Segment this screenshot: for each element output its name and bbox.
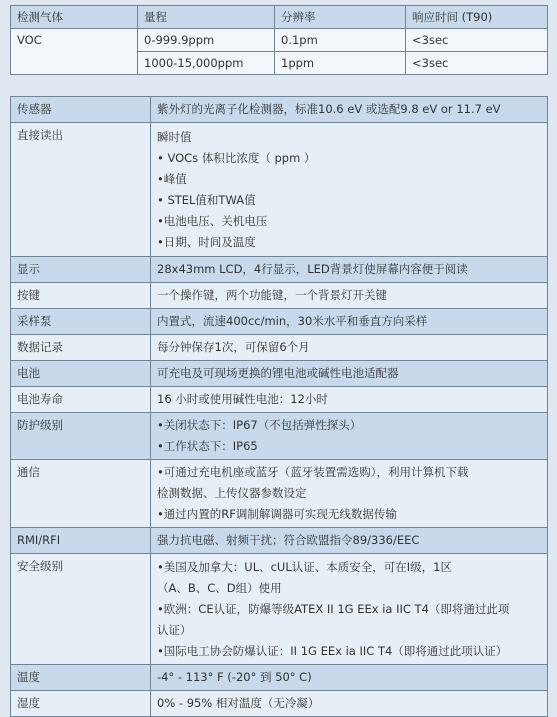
spec-value xyxy=(151,554,548,665)
spec-value xyxy=(151,283,548,309)
header-gas: 检测气体 xyxy=(11,6,138,29)
spec-value-line: 28x43mm LCD，4行显示，LED背景灯使屏幕内容便于阅读 xyxy=(157,262,468,276)
spec-value-line: 每分钟保存1次，可保留6个月 xyxy=(157,340,310,354)
spec-label: 通信 xyxy=(11,460,151,528)
spec-value-line: •电池电压、关机电压 xyxy=(157,213,268,228)
spec-row xyxy=(11,97,548,123)
range-cell: 0-999.9ppm xyxy=(138,29,275,52)
spec-value-line: 一个操作键，两个功能键，一个背景灯开关键 xyxy=(157,288,387,302)
spec-value-line: •欧洲：CE认证，防爆等级ATEX II 1G EEx ia IIC T4（即将通过此项 xyxy=(157,601,510,616)
spec-value-line: •关闭状态下：IP67（不包括弹性探头） xyxy=(157,418,362,432)
spec-row xyxy=(11,387,548,413)
spec-label: 显示 xyxy=(11,257,151,283)
spec-value-line: •峰值 xyxy=(157,171,187,186)
spec-label: 数据记录 xyxy=(11,335,151,361)
spec-value-line: •国际电工协会防爆认证：II 1G EEx ia IIC T4（即将通过此项认证） xyxy=(157,643,508,658)
spec-value xyxy=(151,691,548,717)
spec-value-line: •日期、时间及温度 xyxy=(157,234,256,249)
spec-label: 安全级别 xyxy=(11,554,151,665)
gas-cell: VOC xyxy=(11,29,138,75)
spec-value-line: 可充电及可现场更换的锂电池或碱性电池适配器 xyxy=(157,366,399,380)
header-range: 量程 xyxy=(138,6,275,29)
spec-row xyxy=(11,283,548,309)
response-cell: <3sec xyxy=(406,29,548,52)
table-header-row xyxy=(11,6,548,29)
spec-row xyxy=(11,257,548,283)
spec-row xyxy=(11,528,548,554)
spec-value xyxy=(151,97,548,123)
spec-value-line: •美国及加拿大：UL、cUL认证、本质安全，可在I级，1区 xyxy=(157,559,452,574)
spec-value xyxy=(151,309,548,335)
spec-value-line: 瞬时值 xyxy=(157,129,192,144)
spec-label: 防护级别 xyxy=(11,413,151,460)
spec-value xyxy=(151,123,548,257)
spec-label: 传感器 xyxy=(11,97,151,123)
spec-value xyxy=(151,335,548,361)
spec-value xyxy=(151,361,548,387)
spec-value xyxy=(151,460,548,528)
spec-value xyxy=(151,257,548,283)
header-resolution: 分辨率 xyxy=(275,6,406,29)
spec-value xyxy=(151,387,548,413)
table-row xyxy=(11,29,548,52)
spec-value-line: •可通过充电机座或蓝牙（蓝牙装置需选购），利用计算机下载 xyxy=(157,465,469,479)
measurement-range-table xyxy=(10,5,548,75)
spec-value-line: 0% - 95% 相对温度（无冷凝） xyxy=(157,696,320,710)
spec-value-line: 16 小时或使用碱性电池：12小时 xyxy=(157,392,328,406)
spec-label: 温度 xyxy=(11,665,151,691)
spec-row xyxy=(11,123,548,257)
spec-value-line: 认证） xyxy=(157,622,192,637)
spec-value xyxy=(151,413,548,460)
spec-label: 采样泵 xyxy=(11,309,151,335)
spec-value-line: （A、B、C、D组）使用 xyxy=(157,580,282,595)
spec-row xyxy=(11,361,548,387)
spec-row xyxy=(11,413,548,460)
range-cell: 1000-15,000ppm xyxy=(138,52,275,75)
resolution-cell: 1ppm xyxy=(275,52,406,75)
spec-row xyxy=(11,335,548,361)
spec-value-line: 内置式，流速400cc/min，30米水平和垂直方向采样 xyxy=(157,314,428,328)
spec-label: 直接读出 xyxy=(11,123,151,257)
spec-label: 电池寿命 xyxy=(11,387,151,413)
spec-label: 按键 xyxy=(11,283,151,309)
spec-row xyxy=(11,309,548,335)
spec-value xyxy=(151,665,548,691)
spec-label: RMI/RFI xyxy=(11,528,151,554)
response-cell: <3sec xyxy=(406,52,548,75)
spec-value-line: •通过内置的RF调制解调器可实现无线数据传输 xyxy=(157,507,397,521)
specification-table xyxy=(10,96,548,717)
spec-value-line: 强力抗电磁、射频干扰；符合欧盟指令89/336/EEC xyxy=(157,533,420,547)
spec-value-line: •工作状态下：IP65 xyxy=(157,439,258,453)
spec-row xyxy=(11,665,548,691)
spec-row xyxy=(11,554,548,665)
spec-label: 电池 xyxy=(11,361,151,387)
spec-value-line: • STEL值和TWA值 xyxy=(157,192,256,207)
resolution-cell: 0.1pm xyxy=(275,29,406,52)
spec-label: 湿度 xyxy=(11,691,151,717)
spec-value-line: • VOCs 体积比浓度（ ppm ） xyxy=(157,150,316,165)
spec-value xyxy=(151,528,548,554)
spec-value-line: 紫外灯的光离子化检测器，标准10.6 eV 或选配9.8 eV or 11.7 eV xyxy=(157,102,501,116)
header-response-time: 响应时间 (T90) xyxy=(406,6,548,29)
spec-row xyxy=(11,691,548,717)
spec-row xyxy=(11,460,548,528)
spec-value-line: 检测数据、上传仪器参数设定 xyxy=(157,486,307,500)
spec-value-line: -4° - 113° F (-20° 到 50° C) xyxy=(157,670,312,684)
